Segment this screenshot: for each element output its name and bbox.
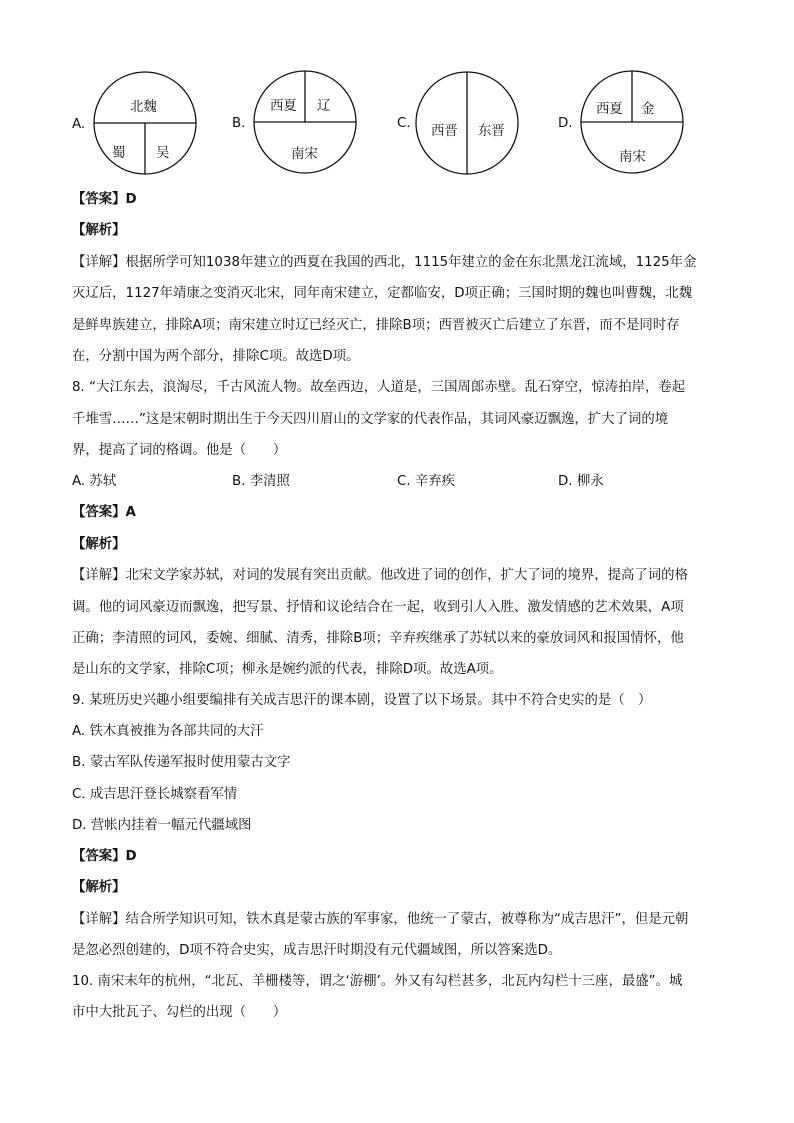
q10-stem-line: 市中大批瓦子、勾栏的出现（ ） (72, 1005, 287, 1020)
q8-detail-line: 是山东的文学家，排除C项；柳永是婉约派的代表，排除D项。故选A项。 (72, 662, 503, 677)
q9-answer: 【答案】D (72, 849, 137, 864)
diagram-option-c-label: C. (397, 116, 411, 131)
region-label: 金 (641, 102, 655, 117)
q8-option-d: D. 柳永 (558, 474, 604, 489)
q7-analysis-title: 【解析】 (72, 223, 126, 238)
q8-stem-line: 界，提高了词的格调。他是（ ） (72, 443, 287, 458)
q8-detail-line: 【详解】北宋文学家苏轼，对词的发展有突出贡献。他改进了词的创作，扩大了词的境界，提高了词的格 (72, 568, 688, 583)
q9-detail-line: 【详解】结合所学知识可知，铁木真是蒙古族的军事家，他统一了蒙古，被尊称为“成吉思汗”，但是元朝 (72, 912, 689, 927)
region-label: 西晋 (431, 124, 458, 139)
q8-stem-line: 千堆雪……”这是宋朝时期出生于今天四川眉山的文学家的代表作品，其词风豪迈飘逸，扩大了词的境 (72, 412, 669, 427)
diagram-option-d-label: D. (558, 116, 573, 131)
region-label: 东晋 (478, 124, 505, 139)
q9-option-c: C. 成吉思汗登长城察看军情 (72, 787, 238, 802)
diagram-option-b-label: B. (232, 116, 246, 131)
region-label: 北魏 (130, 100, 157, 115)
q9-option-a: A. 铁木真被推为各部共同的大汗 (72, 724, 264, 739)
region-label: 南宋 (619, 150, 646, 165)
q8-stem-line: 8. “大江东去，浪淘尽，千古风流人物。故垒西边，人道是，三国周郎赤壁。乱石穿空，惊涛拍岸，卷起 (72, 380, 686, 395)
q8-option-b: B. 李清照 (232, 474, 290, 489)
diagram-option-a-label: A. (72, 117, 86, 132)
q8-option-c: C. 辛弃疾 (397, 474, 456, 489)
q8-option-a: A. 苏轼 (72, 474, 117, 489)
q9-stem: 9. 某班历史兴趣小组要编排有关成吉思汗的课本剧，设置了以下场景。其中不符合史实的是（ ） (72, 693, 652, 708)
region-label: 西夏 (596, 102, 623, 117)
region-label: 吴 (156, 146, 170, 161)
q8-detail-line: 调。他的词风豪迈而飘逸，把写景、抒情和议论结合在一起，收到引人入胜、激发情感的艺术效果，A项 (72, 600, 684, 615)
diagram-circles (0, 0, 794, 200)
q9-analysis-title: 【解析】 (72, 880, 126, 895)
region-label: 蜀 (112, 146, 126, 161)
q7-detail-line: 在，分割中国为两个部分，排除C项。故选D项。 (72, 349, 360, 364)
q8-detail-line: 正确；李清照的词风，委婉、细腻、清秀，排除B项；辛弃疾继承了苏轼以来的豪放词风和报国情怀，他 (72, 631, 684, 646)
q8-answer: 【答案】A (72, 505, 136, 520)
q7-detail-line: 是鲜卑族建立，排除A项；南宋建立时辽已经灭亡，排除B项；西晋被灭亡后建立了东晋，而不是同时存 (72, 318, 680, 333)
q9-option-b: B. 蒙古军队传递军报时使用蒙古文字 (72, 755, 291, 770)
q8-analysis-title: 【解析】 (72, 537, 126, 552)
circle-a (94, 72, 196, 174)
q7-answer: 【答案】D (72, 192, 137, 207)
q9-option-d: D. 营帐内挂着一幅元代疆域图 (72, 818, 252, 833)
q10-stem-line: 10. 南宋末年的杭州，“北瓦、羊栅楼等，谓之‘游棚’。外又有勾栏甚多，北瓦内勾栏十三座，最盛”。城 (72, 974, 683, 989)
q7-detail-line: 【详解】根据所学可知1038年建立的西夏在我国的西北，1115年建立的金在东北黑龙江流域，1125年金 (72, 255, 697, 270)
region-label: 辽 (317, 99, 331, 114)
q9-detail-line: 是忽必烈创建的，D项不符合史实，成吉思汗时期没有元代疆域图，所以答案选D。 (72, 943, 562, 958)
q7-detail-line: 灭辽后，1127年靖康之变消灭北宋，同年南宋建立，定都临安，D项正确；三国时期的魏也叫曹魏，北魏 (72, 286, 693, 301)
region-label: 南宋 (291, 147, 318, 162)
region-label: 西夏 (270, 99, 297, 114)
